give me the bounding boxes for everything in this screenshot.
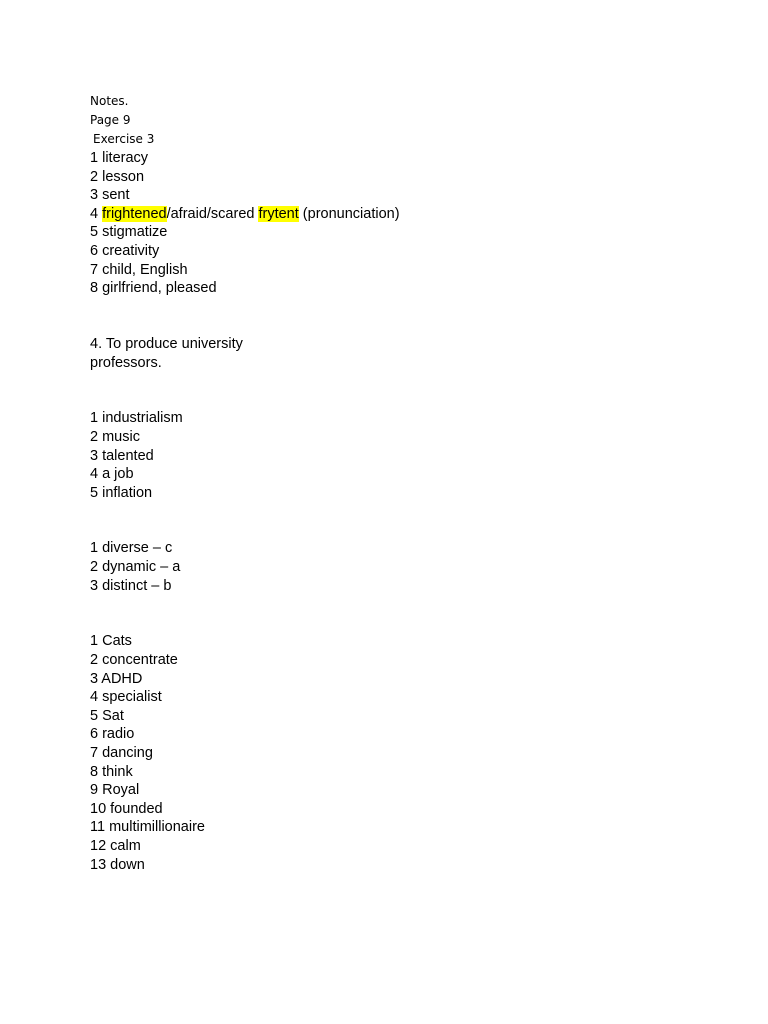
list-item: 1 industrialism [90,410,183,427]
list-item: 3 ADHD [90,670,143,687]
notes-title: Notes. [90,94,129,108]
list-item: 2 music [90,428,140,445]
list-item: 4 specialist [90,689,162,706]
list-item: 11 multimillionaire [90,819,205,836]
list-item: 1 Cats [90,633,132,650]
list-item: 7 dancing [90,745,153,761]
highlighted-word-frightened: frightened [102,205,167,222]
list-item-4 [90,205,710,224]
answer-line: 4. To produce university [90,335,243,352]
list-item: 2 concentrate [90,652,178,669]
section-2-answer [90,335,710,372]
highlighted-word-frytent: frytent [258,205,299,222]
list-item: 6 creativity [90,242,160,259]
section-3-list [90,409,710,502]
exercise-heading: Exercise 3 [93,132,155,146]
page-number: Page 9 [90,113,131,127]
list-item: 5 Sat [90,707,124,724]
list-item: 3 talented [90,447,154,464]
spacer [90,372,710,409]
list-item: 10 founded [90,800,163,817]
list-item: 13 down [90,856,145,873]
spacer [90,502,710,539]
list-item: 4 a job [90,466,134,483]
list-item: 2 lesson [90,168,145,185]
list-item: 12 calm [90,837,141,854]
list-item: 3 distinct – b [90,577,172,594]
spacer [90,595,710,632]
list-item: 7 child, English [90,261,188,278]
section-1-list [90,149,710,298]
list-item: 8 think [90,763,133,780]
list-item: 8 girlfriend, pleased [90,280,217,297]
list-item: 3 sent [90,187,130,204]
list-item: 6 radio [90,726,135,743]
notes-content [90,92,710,874]
section-5-list [90,632,710,874]
list-item: 5 inflation [90,484,153,501]
section-4-list [90,539,710,595]
list-item: 9 Royal [90,782,140,799]
item-4-middle: /afraid/scared [166,205,259,222]
answer-line: professors. [90,354,162,371]
spacer [90,298,710,335]
list-item: 1 literacy [90,150,149,166]
list-item: 1 diverse – c [90,540,173,557]
item-4-prefix: 4 [90,205,103,222]
item-4-suffix: (pronunciation) [298,205,400,222]
list-item: 2 dynamic – a [90,559,181,576]
list-item: 5 stigmatize [90,224,168,241]
